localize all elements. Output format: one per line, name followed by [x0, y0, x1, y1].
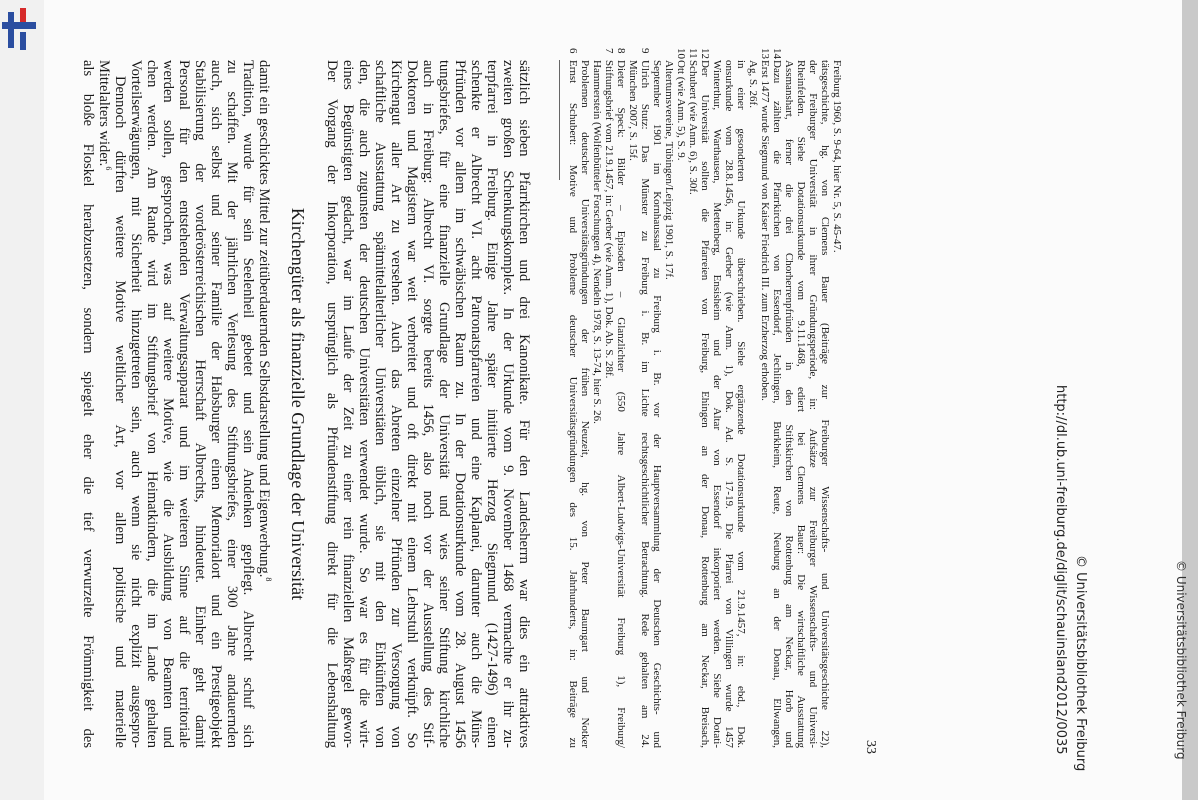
source-url[interactable]: http://dl.ub.uni-freiburg.de/diglit/schauinsland2012/0035 [1053, 385, 1068, 755]
footnote-line: Dazu zählten die Pfarrkirchen von Essendorf, Jechlingen, Burkheim, Reute, Neuburg an der Donau, Ellwangen, [771, 60, 783, 748]
footnote-line: Rheinfelden. Siehe Dotationsurkunde vom 9.11.1468, ediert bei Clemens Bauer: Die wirtschaftliche Ausstattung [795, 60, 807, 748]
body-line: als bloße Floskel herabzusetzen, sondern spiegelt eher die tief verwurzelte Frömmigkeit des [80, 60, 96, 748]
body-line: sätzlich sieben Pfarrkirchen und drei Kanonikate. Für den Landesherrn war dies ein attraktives [516, 60, 532, 748]
footnote-line: Problemen deutscher Universitätsgründungen der frühen Neuzeit, hg. von Peter Baumgart und Notker [579, 60, 591, 748]
footnote-line: tätsgeschichte, hg. von Clemens Bauer (Beiträge zur Freiburger Wissenschafts- und Universitätsgeschichte 22), [819, 60, 831, 748]
footnote-line: Erst 1477 wurde Siegmund von Kaiser Friedrich III. zum Erzherzog erhoben. [759, 60, 771, 401]
body-line: Tradition, wurde für sein Seelenheil gebetet und sein Andenken gepflegt. Albrecht schuf sich [240, 60, 256, 748]
library-logo-icon [2, 6, 38, 54]
body-line: den, die auch zugunsten der deutschen Universitäten verwendet wurde. So war es für die wirt- [356, 60, 372, 748]
footnote-line: Altertumsvereine, Tübingen/Leipzig 1901, S. 17f. [663, 60, 675, 280]
body-line: Pfründen vor allem im schwäbischen Raum zu. In der Dotationsurkunde vom 28. August 1456 [452, 60, 468, 748]
footnote-line: onsurkunde vom 28.8.1456, in: Gerber (wie Anm. 1), Dok. Ad. S. 17-19. Die Pfarrei von Villingen wurde 1457 [723, 60, 735, 748]
body-line: Vorteilserwägungen, mit Sicherheit hinzugetreten sein, auch wenn sie nicht explizit ausgespro- [128, 60, 144, 748]
body-line: auch, sich selbst und seiner Familie der Habsburger einen Memorialort und ein Prestigeobjekt [208, 60, 224, 748]
footnote-line: der Freiburger Universität in ihrer Gründungsperiode, in: Aufsätze zur Freiburger Wissenschafts- und Universi- [807, 60, 819, 748]
body-line: Stabilisierung der vorderösterreichischen Herrschaft Albrechts, hindeutet. Einher geht damit [192, 60, 208, 748]
body-line: zweiten großen Schenkungskomplex. In der Urkunde vom 9. November 1468 vermachte er ihr zu- [500, 60, 516, 748]
body-line: Dennoch dürften weitere Motive weltlicher Art, vor allem politische und materielle [112, 76, 128, 748]
footnote-line: Schubert (wie Anm. 6), S. 30f. [687, 60, 699, 195]
footnote-line: Dieter Speck: Bilder – Episoden – Glanzlichter (550 Jahre Albert-Ludwigs-Universität Freiburg 1), Freiburg/ [615, 60, 627, 748]
body-line: damit ein geschicktes Mittel zur zeitüberdauernden Selbstdarstellung und Eigenwerbung.$^8$ [256, 60, 273, 582]
body-line: schenkte er Albrecht VI. acht Patronatspfarreien und eine Kaplanei, darunter auch die Müns- [468, 60, 484, 748]
body-line: Personal für den entstehenden Verwaltungsapparat und im weiteren Sinne auf die territoriale [176, 60, 192, 748]
body-line: werden sollen, gesprochen, was auf weitere Motive, wie die Ausbildung von Beamten und [160, 60, 176, 748]
footnote-marker: 6 [567, 48, 579, 54]
footnote-line: Ott (wie Anm. 5), S. 9. [675, 60, 687, 161]
body-line: schaftliche Ausstattung spätmittelalterlicher Universitäten üblich, sie mit den Einkünften von [372, 60, 388, 748]
body-line: zu schaffen. Mit der jährlichen Verlesung des Stiftungsbriefes, einer 300 Jahre andauernden [224, 60, 240, 748]
rotated-page [44, 0, 1188, 800]
page-number: 33 [863, 740, 878, 754]
left-margin-strip [0, 0, 44, 800]
footnote-line: Winterthur, Warthausen, Mettenberg, Ensisheim und der Altar von Essendorf inkorporiert werden. Siehe Dotati- [711, 60, 723, 748]
footnote-line: Stiftungsbrief vom 21.9.1457, in: Gerber (wie Anm. 1), Dok. Ab. S. 28f. [603, 60, 615, 379]
section-heading: Kirchengüter als finanzielle Grundlage der Universität [288, 207, 308, 601]
footnote-line: in einer gesonderten Urkunde überschrieben. Siehe ergänzende Dotationsurkunde vom 21.9.1457, in: ebd., Dok. [735, 60, 747, 748]
footnote-marker: 10 [675, 48, 687, 59]
footnote-marker: 8 [615, 48, 627, 54]
footnote-marker: 13 [759, 48, 771, 59]
footnote-marker: 12 [699, 48, 711, 59]
footnote-ref: 8 [263, 577, 273, 582]
body-line: Kirchengut aller Art zu versehen. Auch das Abreten einzelner Pfründen zur Versorgung von [388, 60, 404, 748]
body-line: Mittelalters wider.$^6$ [96, 60, 113, 171]
footnote-line: Ernst Schubert: Motive und Probleme deutscher Universitätsgründungen des 15. Jahrhunderts, in: Beiträge zu [567, 60, 579, 748]
footnote-line: Ulrich Stutz: Das Münster zu Freiburg i. Br. im Lichte rechtsgeschichtlicher Betrachtung. Rede gehalten am 24. [639, 60, 651, 748]
footnote-ref: 6 [103, 166, 113, 171]
footnote-separator [559, 60, 560, 180]
footnote-line: Ag, S. 26f. [747, 60, 759, 108]
body-line: tungsbriefes, für eine finanzielle Grundlage der Universität und wies seiner Stiftung kirchliche [436, 60, 452, 748]
footnote-line: Assmanshart, ferner die drei Chorherrenpfründen in den Stiftskirchen von Rottenburg am Neckar, Horb und [783, 60, 795, 748]
body-line: Doktoren und Magistern war weit verbreitet und oft direkt mit einem Lehrstuhl verknüpft. So [404, 60, 420, 748]
footnote-marker: 9 [639, 48, 651, 54]
footnote-line: Der Universität sollten die Pfarreien von Freiburg, Ehingen an der Donau, Rottenburg am Neckar, Breisach, [699, 60, 711, 748]
scanned-page-area [44, 0, 1188, 800]
body-line: auch in Freiburg: Albrecht VI. sorgte bereits 1456, also noch vor der Ausstellung des Stif- [420, 60, 436, 748]
footnote-marker: 11 [687, 48, 699, 59]
footnote-marker: 7 [603, 48, 615, 54]
copyright-notice: © Universitätsbibliothek Freiburg [1073, 555, 1088, 772]
footnote-line: September 1901 im Kornhaussaal zu Freiburg i. Br. vor der Hauptversammlung der Deutschen Geschichts- und [651, 60, 663, 748]
body-line: eines Begünstigten gedacht, war im Laufe der Zeit zu einer rein finanziellen Maßregel gewor- [340, 60, 356, 748]
body-line: chen werden. Am Rande wird im Stiftungsbrief von Heimatkindern, die im Lande gehalten [144, 60, 160, 748]
body-line: terpfarrei in Freiburg. Einige Jahre später initiierte Herzog Siegmund (1427-1496) einen [484, 60, 500, 748]
footnote-marker: 14 [771, 48, 783, 59]
footnote-line: Freiburg 1960, S. 9-64, hier Nr. 5, S. 45-47. [831, 60, 843, 253]
footnote-line: München 2007, S. 15f. [627, 60, 639, 161]
margin-copyright-text: © Universitätsbibliothek Freiburg [1174, 560, 1188, 760]
footnote-line: Hammerstein (Wolfenbütteler Forschungen 4), Nendeln 1978, S. 13-74, hier S. 26. [591, 60, 603, 424]
body-line: Der Vorgang der Inkorporation, ursprünglich als Pfründenstiftung direkt für die Lebenshaltung [324, 60, 340, 748]
